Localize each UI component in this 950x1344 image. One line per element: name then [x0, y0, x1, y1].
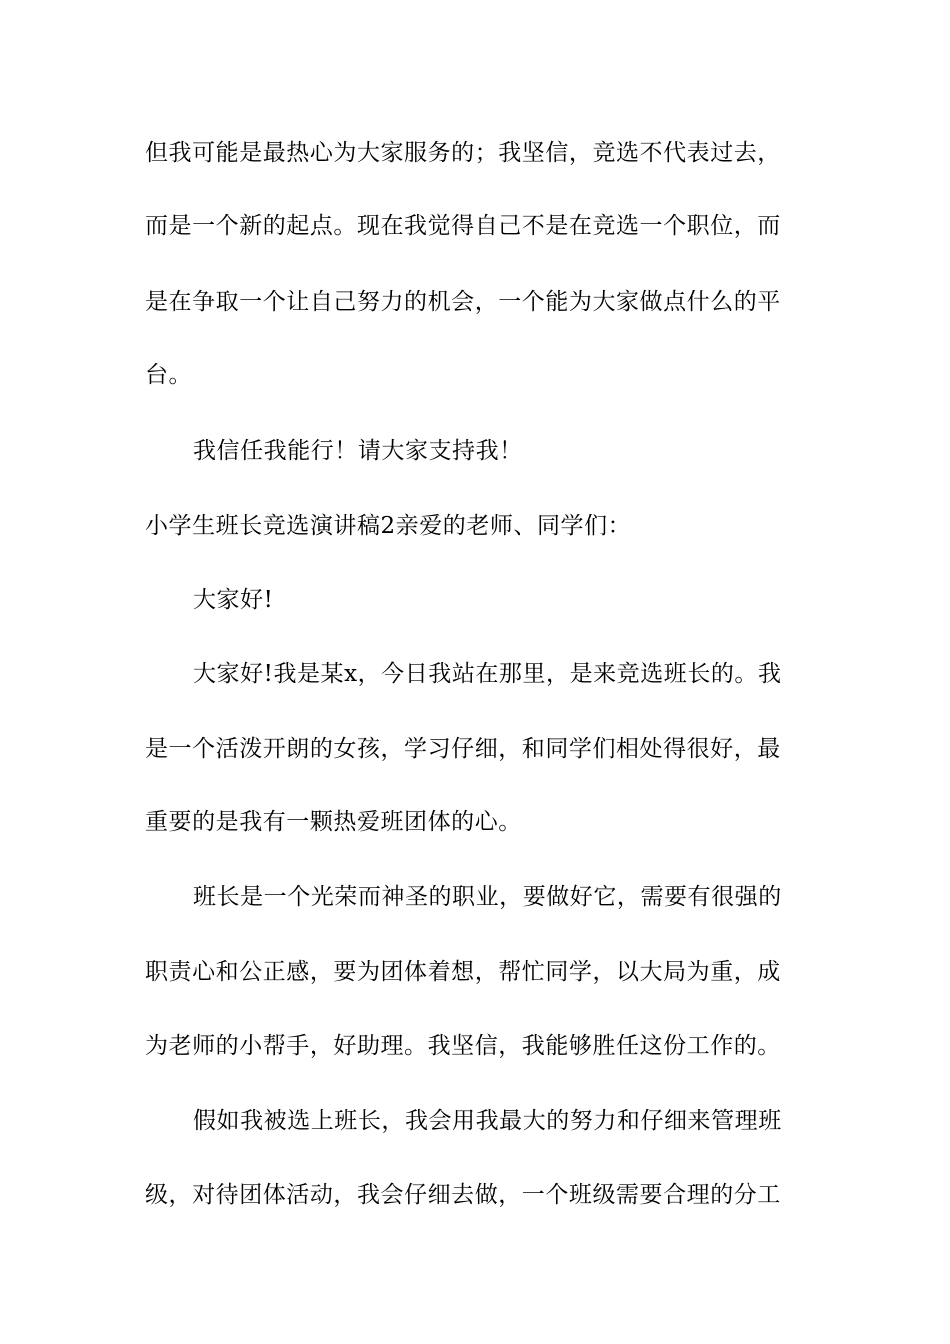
text-line: 重要的是我有一颗热爱班团体的心。: [145, 809, 522, 835]
text-line: 级，对待团体活动，我会仔细去做，一个班级需要合理的分工: [145, 1182, 781, 1208]
text-line: 大家好!我是某x，今日我站在那里，是来竞选班长的。我: [193, 661, 782, 687]
text-line: 为老师的小帮手，好助理。我坚信，我能够胜任这份工作的。: [145, 1033, 781, 1059]
text-line: 我信任我能行！请大家支持我！: [193, 438, 523, 464]
text-line: 假如我被选上班长，我会用我最大的努力和仔细来管理班: [193, 1108, 782, 1134]
text-line: 是在争取一个让自己努力的机会，一个能为大家做点什么的平: [145, 289, 781, 315]
text-line: 而是一个新的起点。现在我觉得自己不是在竞选一个职位，而: [145, 213, 781, 239]
text-line: 但我可能是最热心为大家服务的；我坚信，竞选不代表过去，: [145, 140, 781, 166]
text-line: 职责心和公正感，要为团体着想，帮忙同学，以大局为重，成: [145, 959, 781, 985]
text-line: 台。: [145, 362, 193, 388]
text-line: 班长是一个光荣而神圣的职业，要做好它，需要有很强的: [193, 884, 782, 910]
text-line: 大家好!: [193, 587, 274, 613]
section-heading: 小学生班长竞选演讲稿2亲爱的老师、同学们：: [145, 513, 632, 539]
text-line: 是一个活泼开朗的女孩，学习仔细，和同学们相处得很好，最: [145, 736, 781, 762]
